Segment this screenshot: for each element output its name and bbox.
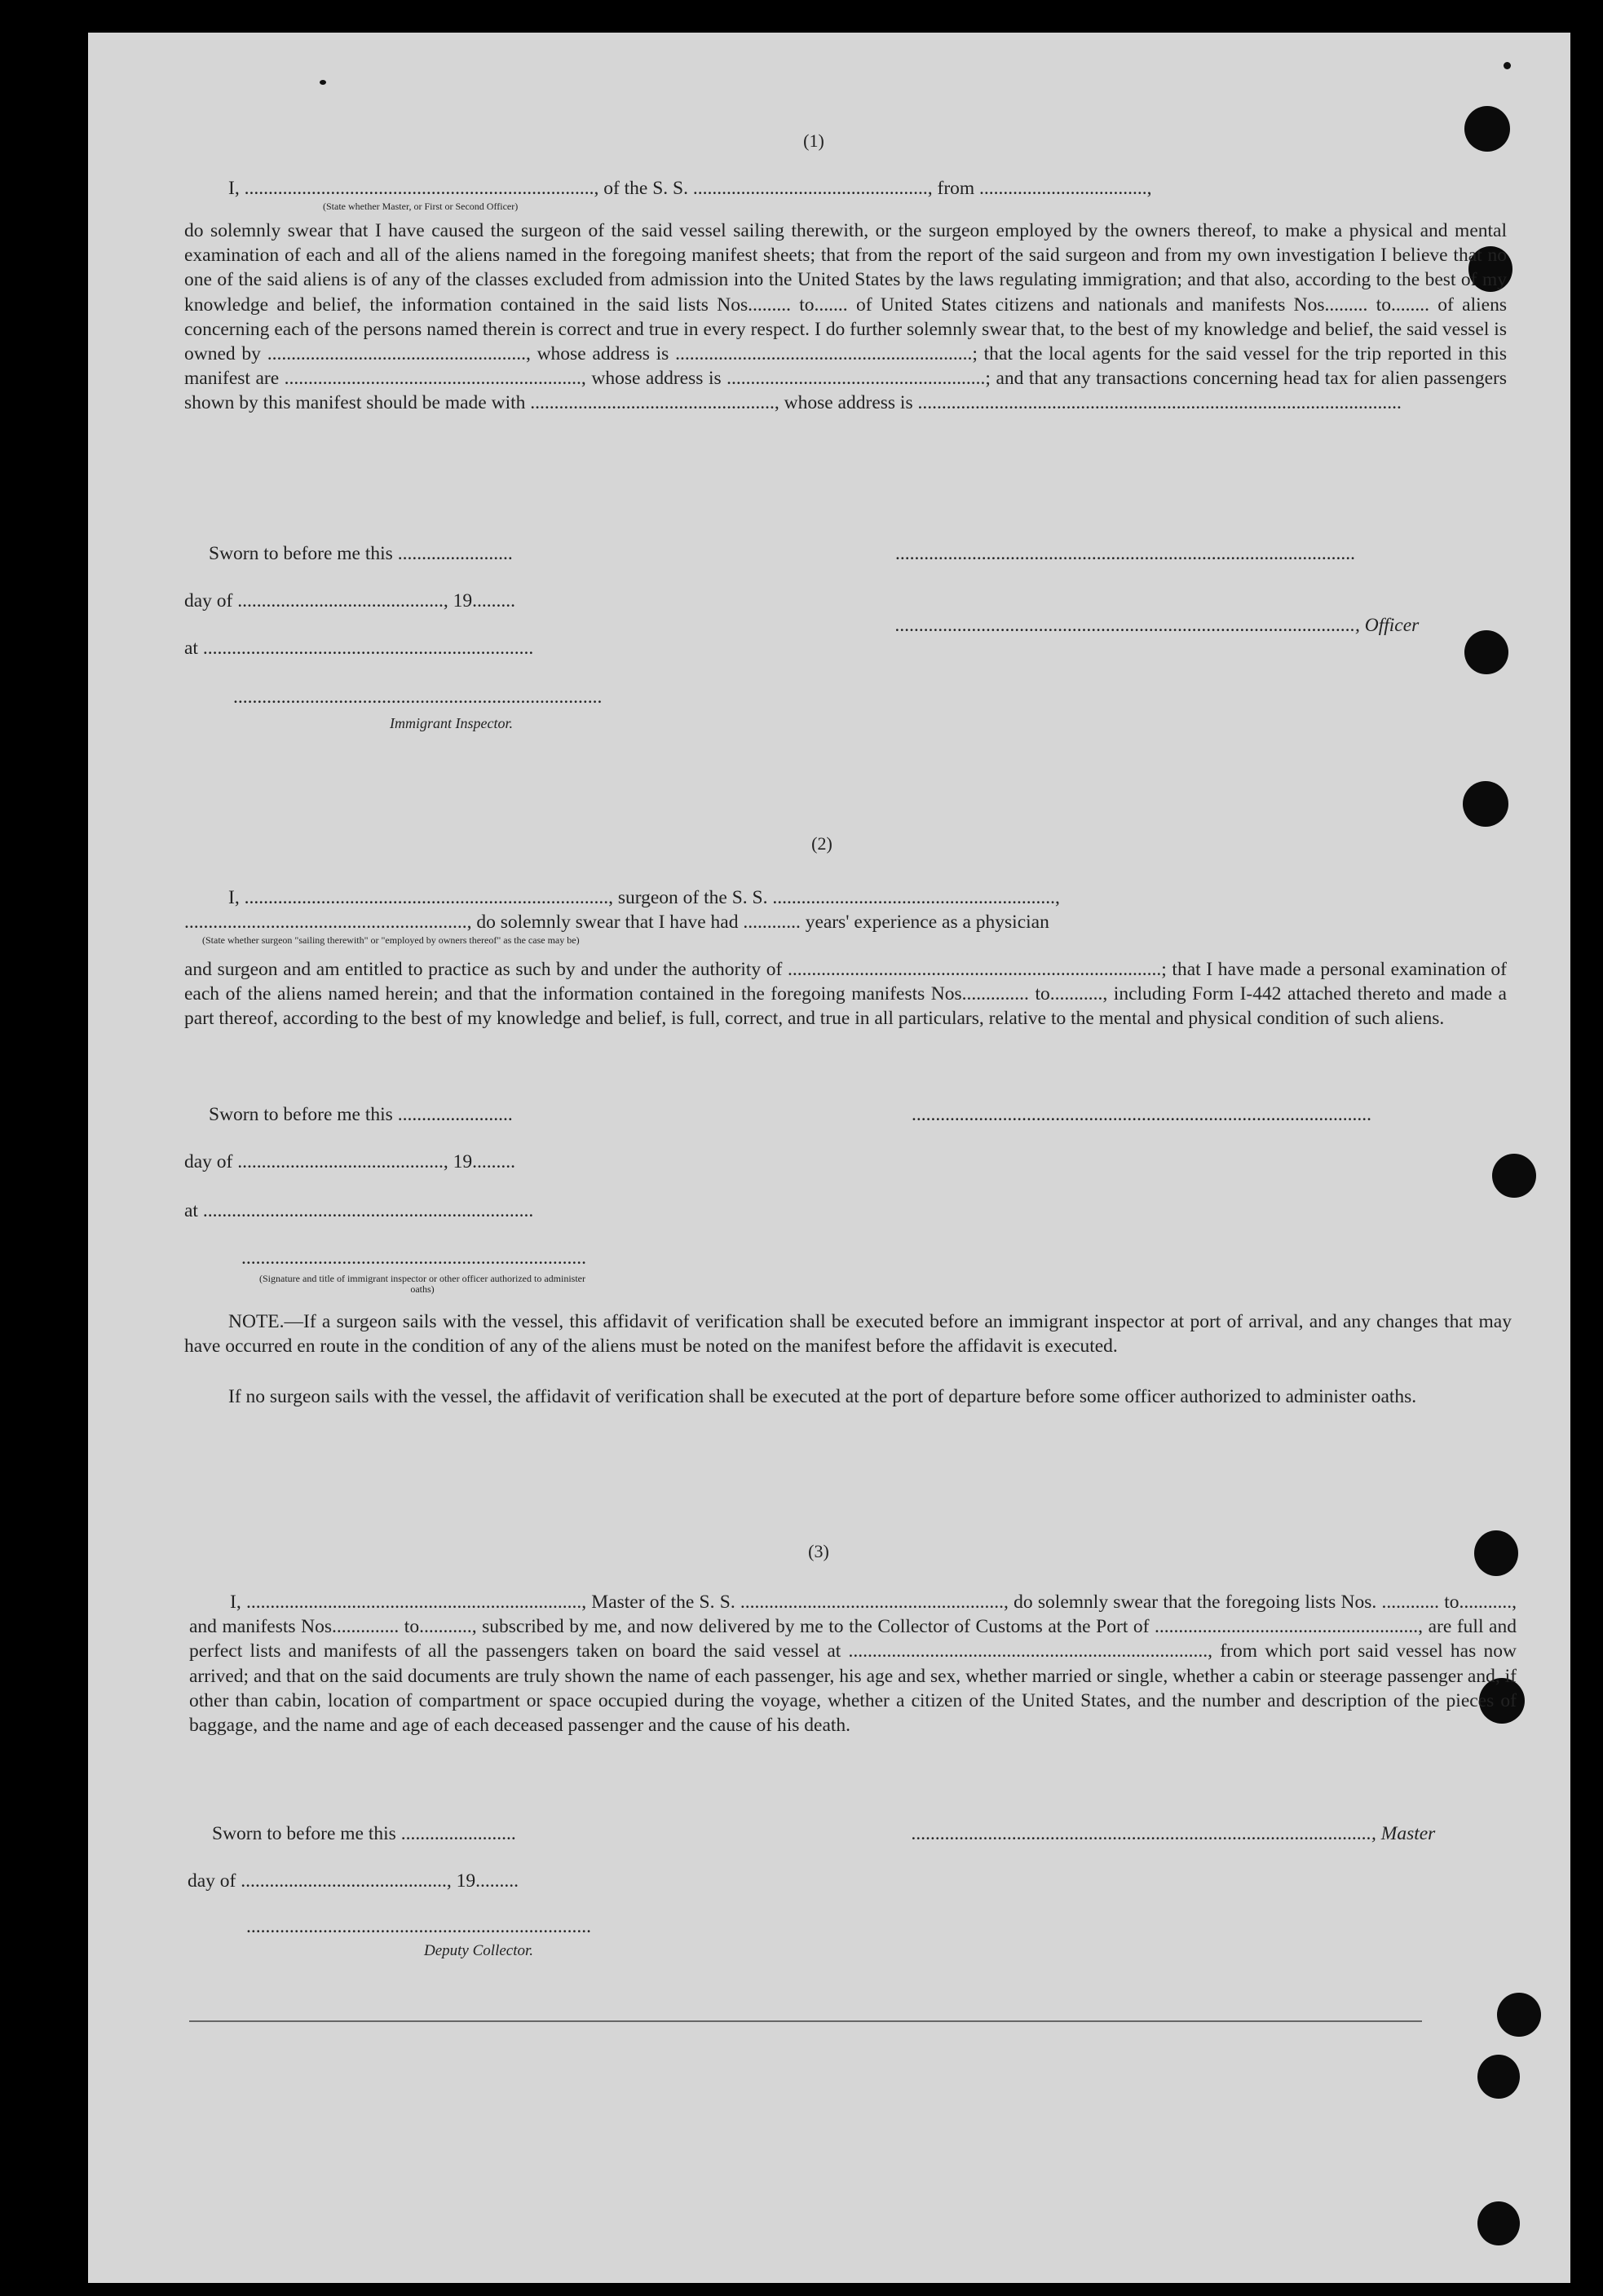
binder-hole xyxy=(1474,1530,1518,1576)
affidavit-1-opening-line: I, ........................................................................., of the S. S. ................................................., from ..................................., xyxy=(228,178,1152,199)
document-page xyxy=(88,33,1570,2283)
affidavit-2-number: (2) xyxy=(811,833,832,854)
affidavit-3-collector-line: ........................................................................ xyxy=(246,1916,591,1937)
affidavit-2-note-continued: If no surgeon sails with the vessel, the affidavit of verification shall be executed at the port of departure before some officer authorized to administer oaths. xyxy=(228,1386,1417,1407)
affidavit-2-body: and surgeon and am entitled to practice as such by and under the authority of ..............................................................................; that I have made a personal examination of each of the aliens named herein; and that the information contained in the foregoing manifests Nos.............. to..........., including Form I-442 attached thereto and made a part thereof, according to the best of my knowledge and belief, is full, correct, and true in all particulars, relative to the mental and physical condition of such aliens. xyxy=(184,959,1507,1030)
affidavit-2-surgeon-note: (State whether surgeon "sailing therewith" or "employed by owners thereof" as the case may be) xyxy=(202,934,580,946)
affidavit-1-officer-note: (State whether Master, or First or Second Officer) xyxy=(323,201,519,212)
affidavit-1-at: at ..................................................................... xyxy=(184,638,534,659)
ink-speck xyxy=(1504,62,1511,69)
affidavit-2-opening-line: I, ............................................................................, surgeon of the S. S. ..........................................................., xyxy=(228,887,1060,908)
binder-hole xyxy=(1463,781,1508,827)
affidavit-2-at: at ..................................................................... xyxy=(184,1200,534,1221)
affidavit-1-sworn: Sworn to before me this ........................ xyxy=(209,543,513,564)
ink-speck xyxy=(320,80,326,85)
affidavit-1-signature-line: ................................................................................................ xyxy=(895,543,1355,564)
binder-hole xyxy=(1492,1154,1536,1198)
binder-hole xyxy=(1464,630,1508,674)
affidavit-3-sworn: Sworn to before me this ........................ xyxy=(212,1823,516,1844)
affidavit-2-experience-line: ..........................................................., do solemnly swear that I have had ............ years' experience as a physician xyxy=(184,912,1049,933)
affidavit-1-officer-line: ................................................................................................, Officer xyxy=(895,615,1420,636)
affidavit-3-day: day of ..........................................., 19......... xyxy=(188,1870,519,1892)
affidavit-3-body: I, ......................................................................, Master of the S. S. ......................................................., do solemnly swear that the foregoing lists Nos. ............ to..........., and manifests Nos.............. to..........., subscribed by me, and now delivered by me to the Collector of Customs at the Port of ......................................................., are full and perfect lists and manifests of all the passengers taken on board the said vessel at ..........................................................................., from which port said vessel has now arrived; and that on the said documents are truly shown the name of each passenger, his age and sex, whether married or single, whether a cabin or steerage passenger and, if other than cabin, location of compartment or space occupied during the voyage, whether a citizen of the United States, and the number and description of the pieces of baggage, and the name and age of each deceased passenger and the cause of his death. xyxy=(189,1592,1517,1737)
affidavit-3-number: (3) xyxy=(808,1541,829,1561)
affidavit-1-day: day of ..........................................., 19......... xyxy=(184,590,516,612)
affidavit-2-day: day of ..........................................., 19......... xyxy=(184,1151,516,1172)
affidavit-3-collector-caption: Deputy Collector. xyxy=(424,1942,534,1959)
binder-hole xyxy=(1477,2055,1520,2099)
affidavit-1-inspector-line: ............................................................................. xyxy=(233,687,603,708)
affidavit-2-sworn: Sworn to before me this ........................ xyxy=(209,1104,513,1125)
binder-hole xyxy=(1497,1993,1541,2037)
affidavit-2-note: NOTE.—If a surgeon sails with the vessel, this affidavit of verification shall be executed before an immigrant inspector at port of arrival, and any changes that may have occurred en route in the condition of any of the aliens must be noted on the manifest before the affidavit is executed. xyxy=(184,1311,1512,1358)
affidavit-1-inspector-caption: Immigrant Inspector. xyxy=(390,715,513,731)
affidavit-2-signature-line: ................................................................................................ xyxy=(912,1104,1371,1125)
binder-hole xyxy=(1464,106,1510,152)
affidavit-1-number: (1) xyxy=(803,130,824,151)
affidavit-1-body: do solemnly swear that I have caused the surgeon of the said vessel sailing therewith, or the surgeon employed by the owners thereof, to make a physical and mental examination of each and all of the aliens named in the foregoing manifest sheets; that from the report of the said surgeon and from my own investigation I believe that no one of the said aliens is of any of the classes excluded from admission into the United States by the laws regulating immigration; and that also, according to the best of my knowledge and belief, the information contained in the said lists Nos......... to....... of United States citizens and nationals and manifests Nos......... to........ of aliens concerning each of the persons named therein is correct and true in every respect. I do further solemnly swear that, to the best of my knowledge and belief, the said vessel is owned by ......................................................, whose address is ..............................................................; that the local agents for the said vessel for the trip reported in this manifest are .............................................................., whose address is ......................................................; and that any transactions concerning head tax for alien passengers shown by this manifest should be made with ..................................................., whose address is ..................................................................................................... xyxy=(184,220,1507,414)
binder-hole xyxy=(1477,2201,1520,2245)
affidavit-3-master-line: ................................................................................................, Master xyxy=(912,1823,1436,1844)
affidavit-2-inspector-caption: (Signature and title of immigrant inspector or other officer authorized to administer oaths) xyxy=(259,1273,585,1295)
affidavit-2-inspector-line: ........................................................................ xyxy=(241,1247,586,1269)
bottom-rule xyxy=(189,2020,1422,2022)
